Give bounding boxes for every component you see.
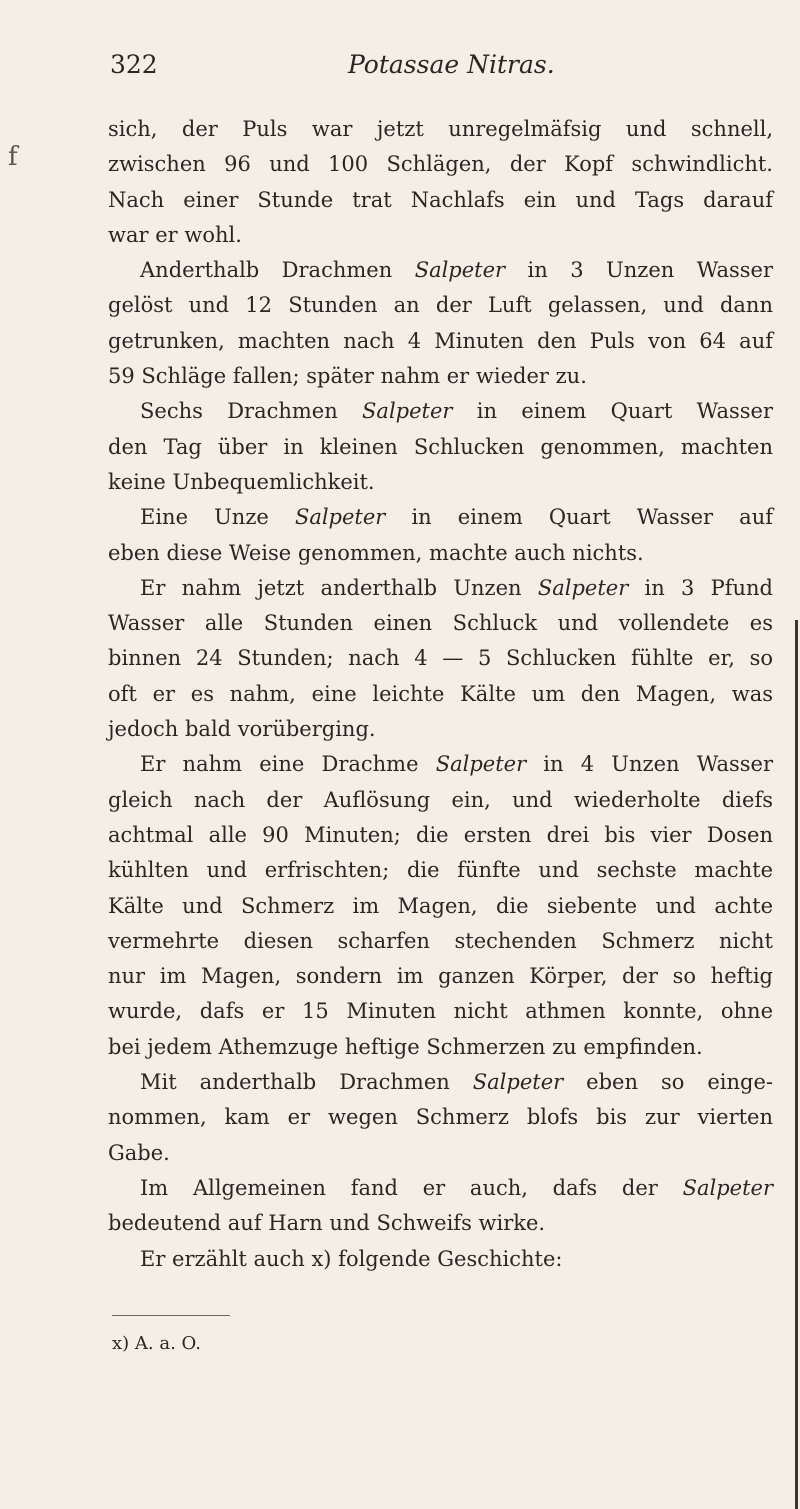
text-line: oft er es nahm, eine leichte Kälte um den Magen, was [108, 681, 773, 706]
emphasis-salpeter: Salpeter [294, 505, 386, 530]
text-segment: in 4 Unzen Wasser [526, 752, 774, 777]
emphasis-salpeter: Salpeter [435, 752, 527, 777]
text-line: jedoch bald vorüberging. [108, 717, 376, 742]
text-line [108, 1171, 773, 1206]
text-line: nur im Magen, sondern im ganzen Körper, der so heftig [108, 964, 773, 989]
emphasis-salpeter: Salpeter [682, 1175, 773, 1200]
paragraph [108, 1065, 773, 1171]
text-segment: eben so einge- [563, 1070, 774, 1095]
footnote-divider [112, 1315, 230, 1316]
body-text [108, 112, 773, 1277]
emphasis-salpeter: Salpeter [537, 575, 629, 600]
text-segment: in 3 Pfund [628, 575, 773, 600]
text-line [108, 253, 773, 288]
paragraph [108, 1171, 773, 1242]
text-line: vermehrte diesen scharfen stechenden Schmerz nicht [108, 928, 773, 953]
text-line: den Tag über in kleinen Schlucken genommen, machten [108, 434, 773, 459]
text-segment: Mit anderthalb Drachmen [140, 1070, 473, 1095]
paragraph [108, 747, 773, 1065]
text-line: gleich nach der Auflösung ein, und wiederholte diefs [108, 787, 773, 812]
text-segment: Eine Unze [140, 505, 295, 530]
text-line [108, 571, 773, 606]
text-line: bedeutend auf Harn und Schweifs wirke. [108, 1211, 546, 1236]
text-line: keine Unbequemlichkeit. [108, 469, 375, 494]
paragraph [108, 1242, 773, 1277]
text-segment: Im Allgemeinen fand er auch, dafs der [140, 1175, 683, 1200]
text-line: sich, der Puls war jetzt unregelmäfsig und schnell, [108, 117, 773, 141]
text-line: 59 Schläge fallen; später nahm er wieder zu. [108, 364, 587, 389]
text-line: Kälte und Schmerz im Magen, die siebente und achte [108, 893, 773, 918]
text-line: wurde, dafs er 15 Minuten nicht athmen konnte, ohne [108, 999, 773, 1024]
footnote: x) A. a. O. [112, 1333, 201, 1354]
text-line: Gabe. [108, 1140, 170, 1165]
paragraph [108, 571, 773, 747]
emphasis-salpeter: Salpeter [472, 1070, 564, 1095]
emphasis-salpeter: Salpeter [414, 258, 506, 283]
paragraph [108, 253, 773, 394]
paragraph [108, 112, 773, 253]
text-segment: Sechs Drachmen [140, 399, 363, 424]
text-segment: in einem Quart Wasser [452, 399, 773, 424]
text-line [108, 1065, 773, 1100]
text-line: zwischen 96 und 100 Schlägen, der Kopf schwindlicht. [108, 152, 773, 177]
page-edge-shadow [795, 620, 798, 1509]
text-line: war er wohl. [108, 222, 242, 247]
emphasis-salpeter: Salpeter [362, 399, 453, 424]
paragraph [108, 394, 773, 500]
text-segment: in einem Quart Wasser auf [385, 505, 773, 530]
text-line: kühlten und erfrischten; die fünfte und sechste machte [108, 858, 773, 883]
paragraph [108, 500, 773, 571]
text-line: Wasser alle Stunden einen Schluck und vollendete es [108, 611, 773, 636]
text-segment: Er nahm eine Drachme [140, 752, 436, 777]
text-segment: Er nahm jetzt anderthalb Unzen [140, 575, 538, 600]
text-line: gelöst und 12 Stunden an der Luft gelassen, und dann [108, 293, 773, 318]
text-line: binnen 24 Stunden; nach 4 — 5 Schlucken fühlte er, so [108, 646, 773, 671]
text-line [108, 500, 773, 535]
text-line: nommen, kam er wegen Schmerz blofs bis zur vierten [108, 1105, 773, 1130]
page-header [110, 50, 770, 90]
page-number: 322 [110, 50, 158, 79]
text-line: getrunken, machten nach 4 Minuten den Puls von 64 auf [108, 328, 773, 353]
text-segment: in 3 Unzen Wasser [505, 258, 774, 283]
running-title: Potassae Nitras. [348, 50, 555, 79]
text-segment: Anderthalb Drachmen [140, 258, 415, 283]
text-line: Er erzählt auch x) folgende Geschichte: [140, 1246, 563, 1271]
text-line [108, 394, 773, 429]
text-line [108, 747, 773, 782]
text-line: achtmal alle 90 Minuten; die ersten drei bis vier Dosen [108, 822, 773, 847]
text-line: bei jedem Athemzuge heftige Schmerzen zu empfinden. [108, 1034, 703, 1059]
text-line: Nach einer Stunde trat Nachlafs ein und Tags darauf [108, 187, 773, 212]
margin-mark: f [8, 142, 18, 172]
text-line: eben diese Weise genommen, machte auch nichts. [108, 540, 644, 565]
